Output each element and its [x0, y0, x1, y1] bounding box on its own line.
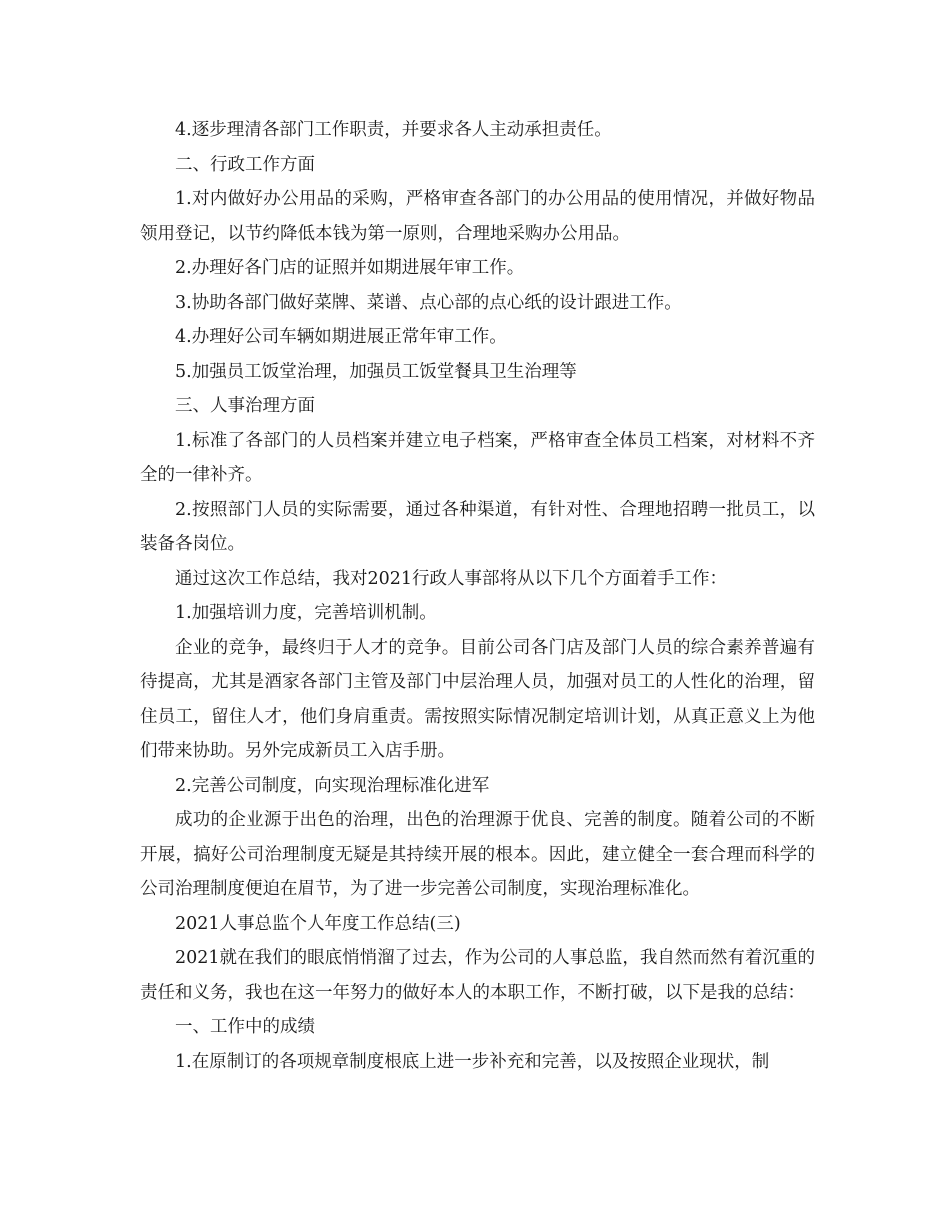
paragraph: 成功的企业源于出色的治理，出色的治理源于优良、完善的制度。随着公司的不断开展，搞好公司治理制度无疑是其持续开展的根本。因此，建立健全一套合理而科学的公司治理制度便迫在眉节，为了进一步完善公司制度，实现治理标准化。 [140, 810, 815, 899]
paragraph: 企业的竞争，最终归于人才的竞争。目前公司各门店及部门人员的综合素养普遍有待提高，尤其是酒家各部门主管及部门中层治理人员，加强对员工的人性化的治理，留住员工，留住人才，他们身肩重责。需按照实际情况制定培训计划，从真正意义上为他们带来协助。另外完成新员工入店手册。 [140, 637, 815, 761]
paragraph: 1.对内做好办公用品的采购，严格审查各部门的办公用品的使用情况，并做好物品领用登记，以节约降低本钱为第一原则，合理地采购办公用品。 [140, 189, 815, 244]
section-heading: 一、工作中的成绩 [175, 1017, 315, 1037]
section-heading: 二、行政工作方面 [175, 154, 315, 175]
paragraph: 5.加强员工饭堂治理，加强员工饭堂餐具卫生治理等 [175, 361, 577, 382]
paragraph: 1.加强培训力度，完善培训机制。 [175, 603, 437, 623]
paragraph: 2021就在我们的眼底悄悄溜了过去，作为公司的人事总监，我自然而然有着沉重的责任和义务，我也在这一年努力的做好本人的本职工作，不断打破，以下是我的总结： [140, 948, 815, 1003]
paragraph: 通过这次工作总结，我对2021行政人事部将从以下几个方面着手工作： [175, 568, 728, 589]
section-heading: 三、人事治理方面 [175, 396, 315, 416]
document-body [140, 113, 815, 1079]
paragraph: 3.协助各部门做好菜牌、菜谱、点心部的点心纸的设计跟进工作。 [175, 292, 682, 313]
paragraph: 2.按照部门人员的实际需要，通过各种渠道，有针对性、合理地招聘一批员工，以装备各岗位。 [140, 499, 815, 554]
paragraph: 2.办理好各门店的证照并如期进展年审工作。 [175, 258, 525, 278]
paragraph: 1.标准了各部门的人员档案并建立电子档案，严格审查全体员工档案，对材料不齐全的一律补齐。 [140, 430, 815, 485]
paragraph: 4.逐步理清各部门工作职责，并要求各人主动承担责任。 [175, 120, 612, 140]
paragraph: 2.完善公司制度，向实现治理标准化进军 [175, 775, 490, 796]
section-title: 2021人事总监个人年度工作总结(三) [175, 913, 461, 934]
paragraph: 1.在原制订的各项规章制度根底上进一步补充和完善，以及按照企业现状，制 [175, 1051, 770, 1072]
paragraph: 4.办理好公司车辆如期进展正常年审工作。 [175, 327, 507, 347]
